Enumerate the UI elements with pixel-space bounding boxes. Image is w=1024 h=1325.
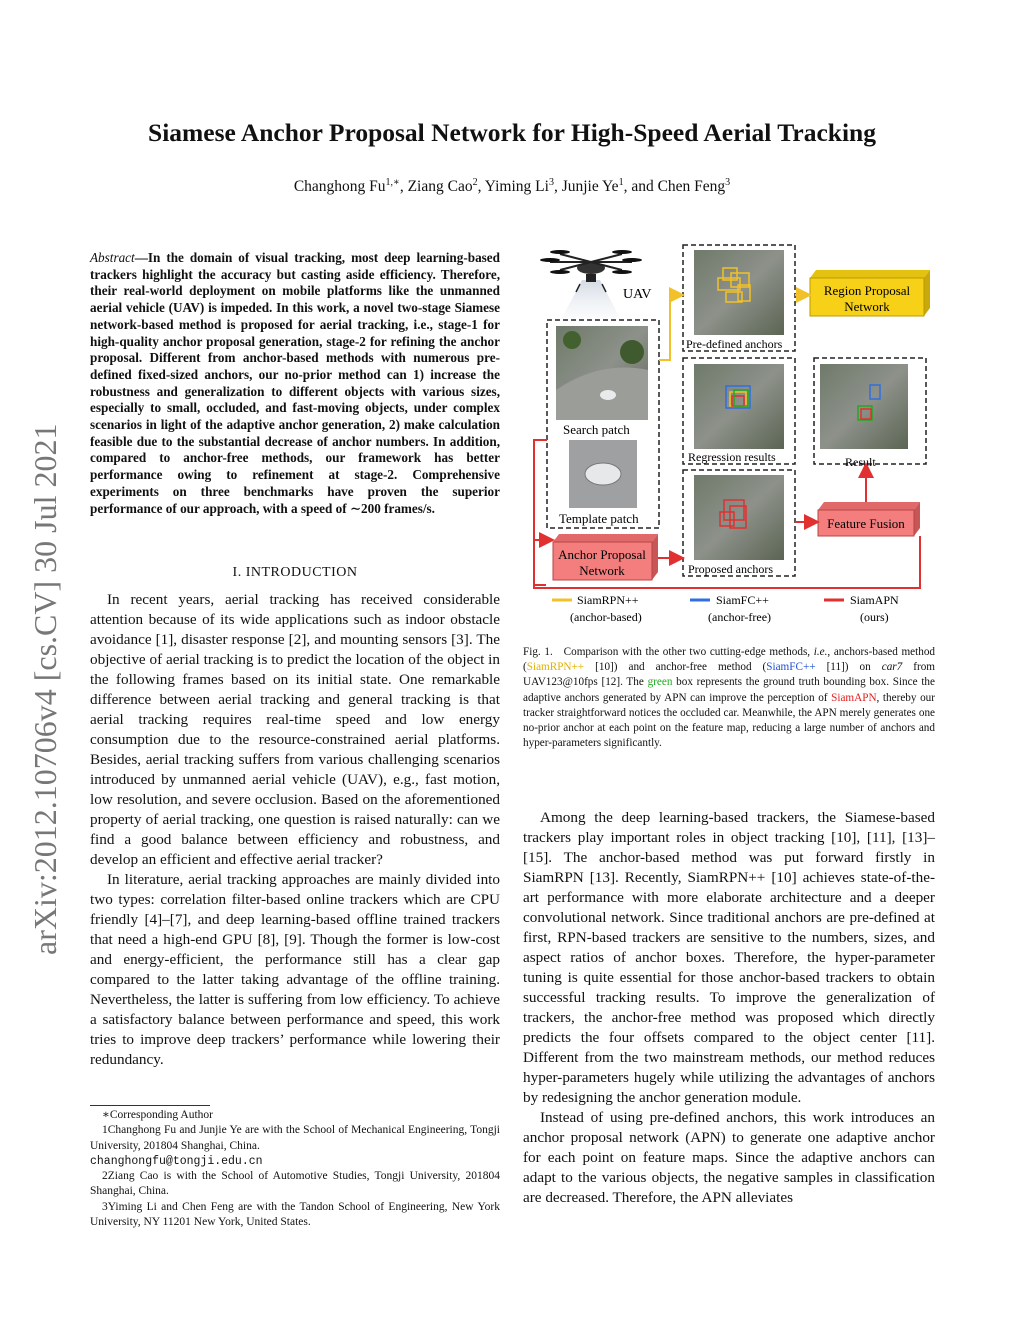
abstract-text: In the domain of visual tracking, most deep learning-based trackers highlight the accuracy but casting aside efficiency. Therefore, their real-world deployment on mobile platforms like the unmanned aerial vehicle (UAV) is impeded. In this work, a novel two-stage Siamese network-based method is proposed for aerial tracking, i.e., stage-1 for high-quality anchor proposal generation, stage-2 for refining the anchor proposal. Different from anchor-based methods with numerous pre-defined fixed-sized anchors, our no-prior method can 1) increase the robustness and generalization to different objects with various sizes, especially to small, occluded, and fast-moving objects, under complex scenarios in light of the adaptive anchor generation, 2) make calculation feasible due to the substantial decrease of anchor numbers. In addition, compared to anchor-free methods, our framework has better performance owing to refinement at stage-2. Comprehensive experiments on three benchmarks have proven the superior performance of our approach, with a speed of ∼200 frames/s. — [90, 250, 500, 516]
figure-caption — [523, 645, 935, 751]
author-name: and Chen Feng — [631, 178, 726, 195]
caption-text: box represents the ground truth bounding box. Since the adaptive anchors generated by APN can improve the perception of — [523, 676, 935, 704]
caption-method-fc: SiamFC++ — [766, 661, 816, 674]
author-list: Changhong $Fu^{1,∗}$, Ziang Cao$^2$, Yiming Li$^3$, Junjie Ye$^1$, and Chen Feng$^3$ — [293, 176, 731, 195]
search-patch-label: Search patch — [563, 422, 630, 437]
caption-green: green — [647, 676, 673, 689]
apn-label-2: Network — [579, 563, 625, 578]
caption-text: , thereby our tracker straightforward notices the occluded car. Meanwhile, the APN merely generates one no-prior anchor at each point on the feature map, reducing a large number of anchors and hyper-parameters significantly. — [523, 691, 935, 750]
rpn-label-2: Network — [844, 299, 890, 314]
fusion-label: Feature Fusion — [827, 516, 905, 531]
section-title: INTRODUCTION — [245, 565, 358, 580]
legend-name-rpn: SiamRPN++ — [577, 593, 639, 607]
author-name: Junjie Ye — [561, 178, 619, 195]
section-number: I. — [232, 565, 242, 580]
apn-block — [553, 534, 658, 580]
abstract — [90, 250, 500, 517]
footnotes — [90, 1105, 500, 1230]
paper-title: Siamese Anchor Proposal Network for High-Speed Aerial Tracking — [148, 118, 876, 147]
drone-icon — [540, 250, 642, 318]
abstract-separator: — — [134, 250, 148, 265]
body-paragraph: Among the deep learning-based trackers, the Siamese-based trackers play important roles in object tracking [10], [11], [13]–[15]. The anchor-based method was put forward firstly in SiamRPN [13]. Recently, SiamRPN++ [10] achieves state-of-the-art performance with more elaborate architecture and a deeper convolutional network. Since traditional anchors are pre-defined at first, RPN-based trackers are sensitive to the numbers, sizes, and aspect ratios of anchor boxes. Therefore, the hyper-parameter tuning is quite essential for those anchor-based trackers to obtain successful tracking results. To improve the generalization of trackers, the anchor-free method was proposed which directly predicts the four offsets compared to the object center [11]. Different from the two mainstream methods, our method reduces hyper-parameters hugely while utilizing the advantages of anchors by redesigning the anchor generation module. — [523, 809, 935, 1106]
body-paragraph: In recent years, aerial tracking has received considerable attention because of its wide applications such as indoor obstacle avoidance [1], disaster response [2], and mounting sensors [3]. The objective of aerial tracking is to predict the location of the object in the following frames based on its initial state. One remarkable difference between aerial tracking and general tracking is that aerial tracking requires real-time speed and low energy consumption due to the resource-constrained aerial platforms. Besides, aerial tracking suffers from various challenging scenarios introduced by unmanned aerial vehicle (UAV), e.g., fast motion, low resolution, and severe occlusion. Based on the aforementioned property of aerial tracking, one question is raised naturally: can we find a good balance between efficiency and robustness, and develop an efficient and effective aerial tracker? — [90, 591, 500, 868]
caption-sequence: car7 — [881, 661, 903, 674]
caption-text: [11]) on — [815, 661, 882, 674]
caption-method-apn: SiamAPN — [831, 691, 877, 704]
left-column-body — [90, 590, 500, 1070]
author-mark: 2 — [472, 176, 478, 188]
legend-sub-rpn: (anchor-based) — [570, 610, 642, 624]
figure-1 — [520, 240, 964, 630]
author-name: Yiming Li — [484, 178, 549, 195]
footnote-2: 2Ziang Cao is with the School of Automotive Studies, Tongji University, 201804 Shanghai, China. — [90, 1170, 500, 1198]
arxiv-stamp-text: arXiv:2012.10706v4 [cs.CV] 30 Jul 2021 — [27, 423, 63, 955]
footnote-rule — [90, 1105, 210, 1106]
body-paragraph: In literature, aerial tracking approaches are mainly divided into two types: correlation filter-based online trackers which are CPU friendly [4]–[7], and deep learning-based offline trained trackers that need a high-end GPU [8], [9]. Though the former is low-cost and energy-efficient, the performance still has a clear gap compared to the latter taking advantage of the offline training. Nevertheless, the latter is suffering from low efficiency. To achieve a satisfactory balance between performance and speed, this work tries to improve deep trackers’ performance while lowering their redundancy. — [90, 871, 500, 1068]
arxiv-stamp — [22, 345, 66, 965]
legend-sub-apn: (ours) — [860, 610, 889, 624]
result-label: Result — [845, 455, 876, 469]
proposed-anchors-image — [694, 475, 784, 560]
proposed-anchors-label: Proposed anchors — [688, 562, 773, 576]
legend-sub-fc: (anchor-free) — [708, 610, 772, 624]
author-mark: 3 — [725, 176, 731, 188]
footnote-email[interactable]: changhongfu@tongji.edu.cn — [90, 1154, 263, 1168]
caption-text: Comparison with the other two cutting-edge methods, — [563, 646, 814, 658]
apn-flow-line — [534, 440, 547, 585]
author-mark: 3 — [548, 176, 554, 188]
legend-name-apn: SiamAPN — [850, 593, 899, 607]
apn-label-1: Anchor Proposal — [558, 547, 646, 562]
abstract-label: Abstract — [90, 250, 135, 265]
rpn-block — [810, 270, 930, 316]
footnote-1: 1Changhong Fu and Junjie Ye are with the School of Mechanical Engineering, Tongji University, 201804 Shanghai, China. — [90, 1124, 500, 1152]
predefined-anchors-label: Pre-defined anchors — [686, 337, 783, 351]
caption-text: , anchors-based method ( — [523, 646, 936, 674]
caption-method-rpn: SiamRPN++ — [526, 661, 585, 674]
caption-ie: i.e. — [813, 646, 828, 658]
caption-text: from UAV123@10fps [12]. The — [523, 661, 936, 689]
rpn-flow-arrow-1 — [659, 295, 683, 360]
section-heading — [90, 565, 500, 581]
figure-legend — [552, 593, 899, 624]
caption-text: [10]) and anchor-free method ( — [584, 661, 767, 674]
regression-results-label: Regression results — [688, 450, 776, 464]
uav-label: UAV — [623, 287, 652, 302]
footnote-corresponding: ∗Corresponding Author — [102, 1109, 213, 1121]
rpn-label-1: Region Proposal — [823, 283, 911, 298]
footnote-3: 3Yiming Li and Chen Feng are with the Tandon School of Engineering, New York University, NY 11201 New York, United States. — [90, 1200, 500, 1229]
legend-name-fc: SiamFC++ — [716, 593, 769, 607]
author-mark: 1 — [618, 176, 624, 188]
fusion-block — [818, 502, 920, 536]
author-mark: 1,∗ — [385, 176, 400, 188]
author-name: Changhong Fu — [293, 178, 386, 195]
author-name: Ziang Cao — [407, 178, 473, 195]
body-paragraph: Instead of using pre-defined anchors, this work introduces an anchor proposal network (APN) to generate one adaptive anchor for each point on feature maps. Since the adaptive anchors can adapt to the various objects, the negative samples in classification are decreased. Therefore, the APN alleviates — [523, 1109, 935, 1206]
caption-prefix: Fig. 1. — [523, 646, 553, 658]
template-patch-label: Template patch — [559, 511, 639, 526]
right-column-body — [523, 808, 935, 1208]
